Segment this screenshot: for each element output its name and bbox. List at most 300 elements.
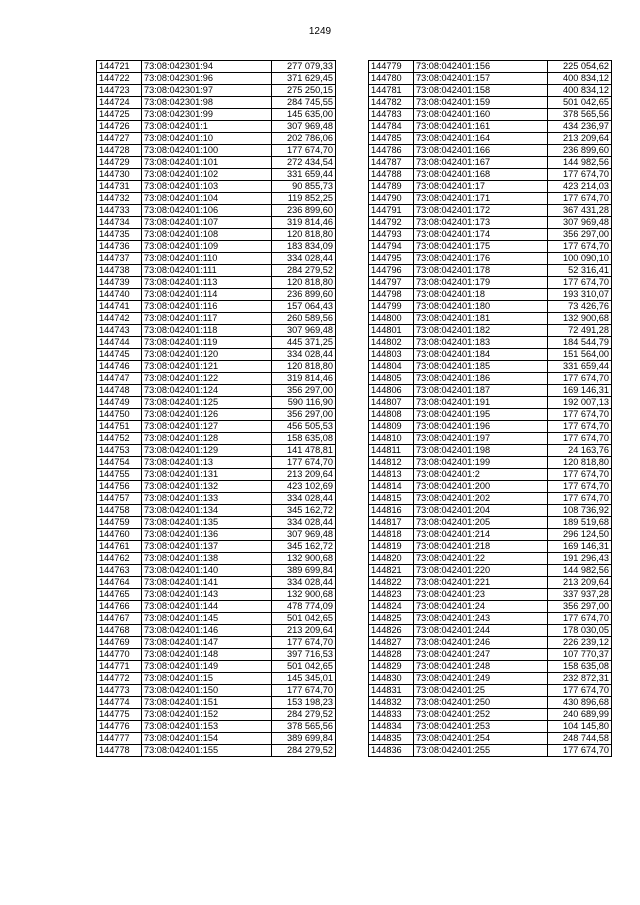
row-number-cell: 144736	[97, 241, 142, 253]
value-cell: 248 744,58	[548, 733, 612, 745]
value-cell: 378 565,56	[548, 109, 612, 121]
row-number-cell: 144795	[369, 253, 414, 265]
value-cell: 184 544,79	[548, 337, 612, 349]
cadastral-number-cell: 73:08:042401:243	[414, 613, 548, 625]
table-row	[97, 685, 336, 697]
value-cell: 334 028,44	[272, 253, 336, 265]
row-number-cell: 144744	[97, 337, 142, 349]
row-number-cell: 144721	[97, 61, 142, 73]
table-row	[369, 721, 612, 733]
cadastral-number-cell: 73:08:042401:125	[142, 397, 272, 409]
value-cell: 225 054,62	[548, 61, 612, 73]
cadastral-number-cell: 73:08:042401:133	[142, 493, 272, 505]
row-number-cell: 144817	[369, 517, 414, 529]
cadastral-number-cell: 73:08:042401:160	[414, 109, 548, 121]
row-number-cell: 144727	[97, 133, 142, 145]
cadastral-number-cell: 73:08:042401:191	[414, 397, 548, 409]
table-row	[97, 517, 336, 529]
row-number-cell: 144725	[97, 109, 142, 121]
row-number-cell: 144822	[369, 577, 414, 589]
row-number-cell: 144730	[97, 169, 142, 181]
table-row	[97, 697, 336, 709]
cadastral-number-cell: 73:08:042401:214	[414, 529, 548, 541]
row-number-cell: 144776	[97, 721, 142, 733]
table-row	[97, 289, 336, 301]
cadastral-number-cell: 73:08:042401:128	[142, 433, 272, 445]
cadastral-number-cell: 73:08:042401:157	[414, 73, 548, 85]
table-row	[369, 337, 612, 349]
value-cell: 169 146,31	[548, 541, 612, 553]
cadastral-number-cell: 73:08:042401:181	[414, 313, 548, 325]
cadastral-number-cell: 73:08:042401:24	[414, 601, 548, 613]
table-row	[369, 361, 612, 373]
value-cell: 400 834,12	[548, 85, 612, 97]
row-number-cell: 144793	[369, 229, 414, 241]
cadastral-number-cell: 73:08:042401:143	[142, 589, 272, 601]
cadastral-number-cell: 73:08:042401:220	[414, 565, 548, 577]
row-number-cell: 144797	[369, 277, 414, 289]
value-cell: 445 371,25	[272, 337, 336, 349]
value-cell: 501 042,65	[548, 97, 612, 109]
cadastral-number-cell: 73:08:042401:167	[414, 157, 548, 169]
table-row	[97, 229, 336, 241]
value-cell: 132 900,68	[548, 313, 612, 325]
cadastral-number-cell: 73:08:042401:185	[414, 361, 548, 373]
cadastral-number-cell: 73:08:042401:106	[142, 205, 272, 217]
cadastral-number-cell: 73:08:042401:1	[142, 121, 272, 133]
table-row	[369, 157, 612, 169]
cadastral-number-cell: 73:08:042401:172	[414, 205, 548, 217]
cadastral-number-cell: 73:08:042401:18	[414, 289, 548, 301]
cadastral-number-cell: 73:08:042401:183	[414, 337, 548, 349]
value-cell: 331 659,44	[548, 361, 612, 373]
table-row	[97, 313, 336, 325]
value-cell: 307 969,48	[272, 121, 336, 133]
cadastral-number-cell: 73:08:042401:176	[414, 253, 548, 265]
cadastral-number-cell: 73:08:042401:182	[414, 325, 548, 337]
value-cell: 177 674,70	[272, 637, 336, 649]
cadastral-number-cell: 73:08:042401:107	[142, 217, 272, 229]
cadastral-number-cell: 73:08:042401:145	[142, 613, 272, 625]
value-cell: 213 209,64	[548, 133, 612, 145]
value-cell: 120 818,80	[272, 277, 336, 289]
cadastral-number-cell: 73:08:042401:101	[142, 157, 272, 169]
row-number-cell: 144832	[369, 697, 414, 709]
value-cell: 356 297,00	[548, 229, 612, 241]
cadastral-number-cell: 73:08:042401:152	[142, 709, 272, 721]
value-cell: 378 565,56	[272, 721, 336, 733]
table-row	[97, 565, 336, 577]
cadastral-number-cell: 73:08:042401:254	[414, 733, 548, 745]
table-row	[97, 721, 336, 733]
value-cell: 177 674,70	[548, 745, 612, 757]
value-cell: 189 519,68	[548, 517, 612, 529]
row-number-cell: 144726	[97, 121, 142, 133]
table-row	[97, 589, 336, 601]
value-cell: 284 279,52	[272, 709, 336, 721]
table-row	[97, 265, 336, 277]
value-cell: 132 900,68	[272, 553, 336, 565]
row-number-cell: 144812	[369, 457, 414, 469]
value-cell: 177 674,70	[548, 481, 612, 493]
row-number-cell: 144790	[369, 193, 414, 205]
cadastral-number-cell: 73:08:042401:135	[142, 517, 272, 529]
row-number-cell: 144754	[97, 457, 142, 469]
table-row	[97, 181, 336, 193]
row-number-cell: 144815	[369, 493, 414, 505]
cadastral-number-cell: 73:08:042401:164	[414, 133, 548, 145]
row-number-cell: 144722	[97, 73, 142, 85]
value-cell: 177 674,70	[272, 145, 336, 157]
cadastral-number-cell: 73:08:042401:140	[142, 565, 272, 577]
cadastral-number-cell: 73:08:042401:168	[414, 169, 548, 181]
cadastral-number-cell: 73:08:042401:121	[142, 361, 272, 373]
table-row	[369, 97, 612, 109]
value-cell: 158 635,08	[548, 661, 612, 673]
value-cell: 177 674,70	[548, 373, 612, 385]
table-row	[97, 277, 336, 289]
value-cell: 389 699,84	[272, 565, 336, 577]
table-row	[97, 601, 336, 613]
value-cell: 478 774,09	[272, 601, 336, 613]
table-row	[97, 373, 336, 385]
table-row	[97, 577, 336, 589]
value-cell: 277 079,33	[272, 61, 336, 73]
table-row	[369, 85, 612, 97]
value-cell: 158 635,08	[272, 433, 336, 445]
value-cell: 389 699,84	[272, 733, 336, 745]
row-number-cell: 144750	[97, 409, 142, 421]
row-number-cell: 144775	[97, 709, 142, 721]
cadastral-number-cell: 73:08:042401:204	[414, 505, 548, 517]
value-cell: 430 896,68	[548, 697, 612, 709]
value-cell: 213 209,64	[548, 577, 612, 589]
row-number-cell: 144749	[97, 397, 142, 409]
cadastral-number-cell: 73:08:042301:96	[142, 73, 272, 85]
cadastral-number-cell: 73:08:042401:184	[414, 349, 548, 361]
table-row	[97, 217, 336, 229]
value-cell: 120 818,80	[272, 229, 336, 241]
value-cell: 193 310,07	[548, 289, 612, 301]
row-number-cell: 144779	[369, 61, 414, 73]
table-row	[97, 625, 336, 637]
table-row	[97, 637, 336, 649]
table-row	[369, 541, 612, 553]
cadastral-number-cell: 73:08:042401:120	[142, 349, 272, 361]
row-number-cell: 144785	[369, 133, 414, 145]
row-number-cell: 144733	[97, 205, 142, 217]
value-cell: 177 674,70	[548, 409, 612, 421]
value-cell: 226 239,12	[548, 637, 612, 649]
cadastral-number-cell: 73:08:042401:156	[414, 61, 548, 73]
cadastral-number-cell: 73:08:042401:110	[142, 253, 272, 265]
cadastral-number-cell: 73:08:042401:114	[142, 289, 272, 301]
row-number-cell: 144792	[369, 217, 414, 229]
value-cell: 501 042,65	[272, 613, 336, 625]
cadastral-number-cell: 73:08:042401:148	[142, 649, 272, 661]
cadastral-number-cell: 73:08:042401:132	[142, 481, 272, 493]
cadastral-number-cell: 73:08:042401:144	[142, 601, 272, 613]
value-cell: 240 689,99	[548, 709, 612, 721]
row-number-cell: 144723	[97, 85, 142, 97]
row-number-cell: 144767	[97, 613, 142, 625]
table-row	[369, 457, 612, 469]
table-row	[97, 457, 336, 469]
table-row	[369, 577, 612, 589]
table-row	[97, 157, 336, 169]
table-row	[369, 241, 612, 253]
row-number-cell: 144731	[97, 181, 142, 193]
value-cell: 296 124,50	[548, 529, 612, 541]
table-row	[97, 613, 336, 625]
table-row	[97, 253, 336, 265]
cadastral-number-cell: 73:08:042401:153	[142, 721, 272, 733]
value-cell: 356 297,00	[272, 385, 336, 397]
row-number-cell: 144818	[369, 529, 414, 541]
table-row	[97, 361, 336, 373]
table-row	[369, 385, 612, 397]
value-cell: 423 102,69	[272, 481, 336, 493]
table-row	[97, 121, 336, 133]
row-number-cell: 144739	[97, 277, 142, 289]
value-cell: 331 659,44	[272, 169, 336, 181]
cadastral-number-cell: 73:08:042401:15	[142, 673, 272, 685]
table-row	[97, 409, 336, 421]
row-number-cell: 144729	[97, 157, 142, 169]
table-row	[369, 349, 612, 361]
table-row	[369, 193, 612, 205]
value-cell: 145 345,01	[272, 673, 336, 685]
row-number-cell: 144784	[369, 121, 414, 133]
row-number-cell: 144740	[97, 289, 142, 301]
row-number-cell: 144756	[97, 481, 142, 493]
row-number-cell: 144829	[369, 661, 414, 673]
cadastral-number-cell: 73:08:042401:161	[414, 121, 548, 133]
value-cell: 334 028,44	[272, 517, 336, 529]
value-cell: 141 478,81	[272, 445, 336, 457]
row-number-cell: 144757	[97, 493, 142, 505]
cadastral-number-cell: 73:08:042401:175	[414, 241, 548, 253]
value-cell: 272 434,54	[272, 157, 336, 169]
row-number-cell: 144761	[97, 541, 142, 553]
row-number-cell: 144806	[369, 385, 414, 397]
row-number-cell: 144810	[369, 433, 414, 445]
value-cell: 275 250,15	[272, 85, 336, 97]
cadastral-number-cell: 73:08:042401:141	[142, 577, 272, 589]
table-row	[97, 385, 336, 397]
row-number-cell: 144743	[97, 325, 142, 337]
value-cell: 260 589,56	[272, 313, 336, 325]
table-row	[97, 505, 336, 517]
row-number-cell: 144827	[369, 637, 414, 649]
table-row	[97, 133, 336, 145]
table-row	[97, 529, 336, 541]
table-row	[369, 505, 612, 517]
row-number-cell: 144765	[97, 589, 142, 601]
left-register-table	[96, 60, 336, 757]
cadastral-number-cell: 73:08:042401:158	[414, 85, 548, 97]
cadastral-number-cell: 73:08:042401:248	[414, 661, 548, 673]
value-cell: 501 042,65	[272, 661, 336, 673]
value-cell: 52 316,41	[548, 265, 612, 277]
row-number-cell: 144748	[97, 385, 142, 397]
cadastral-number-cell: 73:08:042401:202	[414, 493, 548, 505]
table-row	[369, 625, 612, 637]
value-cell: 177 674,70	[548, 469, 612, 481]
row-number-cell: 144753	[97, 445, 142, 457]
cadastral-number-cell: 73:08:042401:126	[142, 409, 272, 421]
table-row	[97, 421, 336, 433]
row-number-cell: 144816	[369, 505, 414, 517]
row-number-cell: 144833	[369, 709, 414, 721]
cadastral-number-cell: 73:08:042401:249	[414, 673, 548, 685]
row-number-cell: 144763	[97, 565, 142, 577]
table-row	[97, 553, 336, 565]
table-row	[97, 541, 336, 553]
value-cell: 232 872,31	[548, 673, 612, 685]
cadastral-number-cell: 73:08:042401:149	[142, 661, 272, 673]
cadastral-number-cell: 73:08:042401:131	[142, 469, 272, 481]
table-row	[97, 205, 336, 217]
row-number-cell: 144783	[369, 109, 414, 121]
value-cell: 590 116,90	[272, 397, 336, 409]
cadastral-number-cell: 73:08:042401:198	[414, 445, 548, 457]
row-number-cell: 144819	[369, 541, 414, 553]
table-row	[369, 397, 612, 409]
row-number-cell: 144755	[97, 469, 142, 481]
row-number-cell: 144808	[369, 409, 414, 421]
row-number-cell: 144774	[97, 697, 142, 709]
table-row	[369, 433, 612, 445]
table-row	[97, 349, 336, 361]
value-cell: 72 491,28	[548, 325, 612, 337]
cadastral-number-cell: 73:08:042401:111	[142, 265, 272, 277]
value-cell: 213 209,64	[272, 469, 336, 481]
table-row	[369, 205, 612, 217]
value-cell: 177 674,70	[548, 193, 612, 205]
row-number-cell: 144813	[369, 469, 414, 481]
cadastral-number-cell: 73:08:042401:124	[142, 385, 272, 397]
cadastral-number-cell: 73:08:042401:205	[414, 517, 548, 529]
table-row	[369, 445, 612, 457]
value-cell: 236 899,60	[548, 145, 612, 157]
value-cell: 144 982,56	[548, 157, 612, 169]
value-cell: 345 162,72	[272, 541, 336, 553]
table-row	[97, 445, 336, 457]
value-cell: 192 007,13	[548, 397, 612, 409]
value-cell: 356 297,00	[272, 409, 336, 421]
value-cell: 178 030,05	[548, 625, 612, 637]
value-cell: 183 834,09	[272, 241, 336, 253]
row-number-cell: 144732	[97, 193, 142, 205]
table-row	[369, 289, 612, 301]
value-cell: 319 814,46	[272, 217, 336, 229]
table-row	[369, 493, 612, 505]
row-number-cell: 144828	[369, 649, 414, 661]
table-row	[97, 337, 336, 349]
table-row	[369, 133, 612, 145]
table-row	[369, 649, 612, 661]
value-cell: 177 674,70	[272, 457, 336, 469]
table-row	[97, 397, 336, 409]
row-number-cell: 144735	[97, 229, 142, 241]
cadastral-number-cell: 73:08:042401:138	[142, 553, 272, 565]
table-row	[369, 517, 612, 529]
table-row	[369, 673, 612, 685]
table-row	[369, 661, 612, 673]
row-number-cell: 144824	[369, 601, 414, 613]
row-number-cell: 144834	[369, 721, 414, 733]
value-cell: 90 855,73	[272, 181, 336, 193]
row-number-cell: 144787	[369, 157, 414, 169]
table-row	[97, 193, 336, 205]
table-row	[369, 601, 612, 613]
cadastral-number-cell: 73:08:042401:17	[414, 181, 548, 193]
value-cell: 177 674,70	[548, 421, 612, 433]
row-number-cell: 144814	[369, 481, 414, 493]
cadastral-number-cell: 73:08:042401:253	[414, 721, 548, 733]
table-row	[97, 61, 336, 73]
right-register-table	[368, 60, 612, 757]
table-row	[369, 409, 612, 421]
row-number-cell: 144746	[97, 361, 142, 373]
row-number-cell: 144805	[369, 373, 414, 385]
table-row	[369, 325, 612, 337]
cadastral-number-cell: 73:08:042401:118	[142, 325, 272, 337]
page-number: 1249	[308, 26, 332, 37]
table-row	[369, 169, 612, 181]
row-number-cell: 144791	[369, 205, 414, 217]
row-number-cell: 144766	[97, 601, 142, 613]
value-cell: 177 674,70	[548, 493, 612, 505]
table-row	[369, 565, 612, 577]
value-cell: 400 834,12	[548, 73, 612, 85]
row-number-cell: 144798	[369, 289, 414, 301]
row-number-cell: 144820	[369, 553, 414, 565]
cadastral-number-cell: 73:08:042301:97	[142, 85, 272, 97]
cadastral-number-cell: 73:08:042401:179	[414, 277, 548, 289]
cadastral-number-cell: 73:08:042401:136	[142, 529, 272, 541]
row-number-cell: 144771	[97, 661, 142, 673]
cadastral-number-cell: 73:08:042301:98	[142, 97, 272, 109]
value-cell: 213 209,64	[272, 625, 336, 637]
row-number-cell: 144799	[369, 301, 414, 313]
row-number-cell: 144804	[369, 361, 414, 373]
cadastral-number-cell: 73:08:042401:166	[414, 145, 548, 157]
row-number-cell: 144826	[369, 625, 414, 637]
table-row	[97, 109, 336, 121]
row-number-cell: 144777	[97, 733, 142, 745]
cadastral-number-cell: 73:08:042401:122	[142, 373, 272, 385]
cadastral-number-cell: 73:08:042401:173	[414, 217, 548, 229]
cadastral-number-cell: 73:08:042401:174	[414, 229, 548, 241]
cadastral-number-cell: 73:08:042401:116	[142, 301, 272, 313]
value-cell: 177 674,70	[548, 685, 612, 697]
row-number-cell: 144762	[97, 553, 142, 565]
value-cell: 144 982,56	[548, 565, 612, 577]
table-row	[369, 73, 612, 85]
table-row	[369, 145, 612, 157]
value-cell: 177 674,70	[548, 433, 612, 445]
value-cell: 202 786,06	[272, 133, 336, 145]
value-cell: 24 163,76	[548, 445, 612, 457]
cadastral-number-cell: 73:08:042401:252	[414, 709, 548, 721]
table-row	[369, 529, 612, 541]
cadastral-number-cell: 73:08:042401:199	[414, 457, 548, 469]
value-cell: 423 214,03	[548, 181, 612, 193]
cadastral-number-cell: 73:08:042401:134	[142, 505, 272, 517]
value-cell: 104 145,80	[548, 721, 612, 733]
